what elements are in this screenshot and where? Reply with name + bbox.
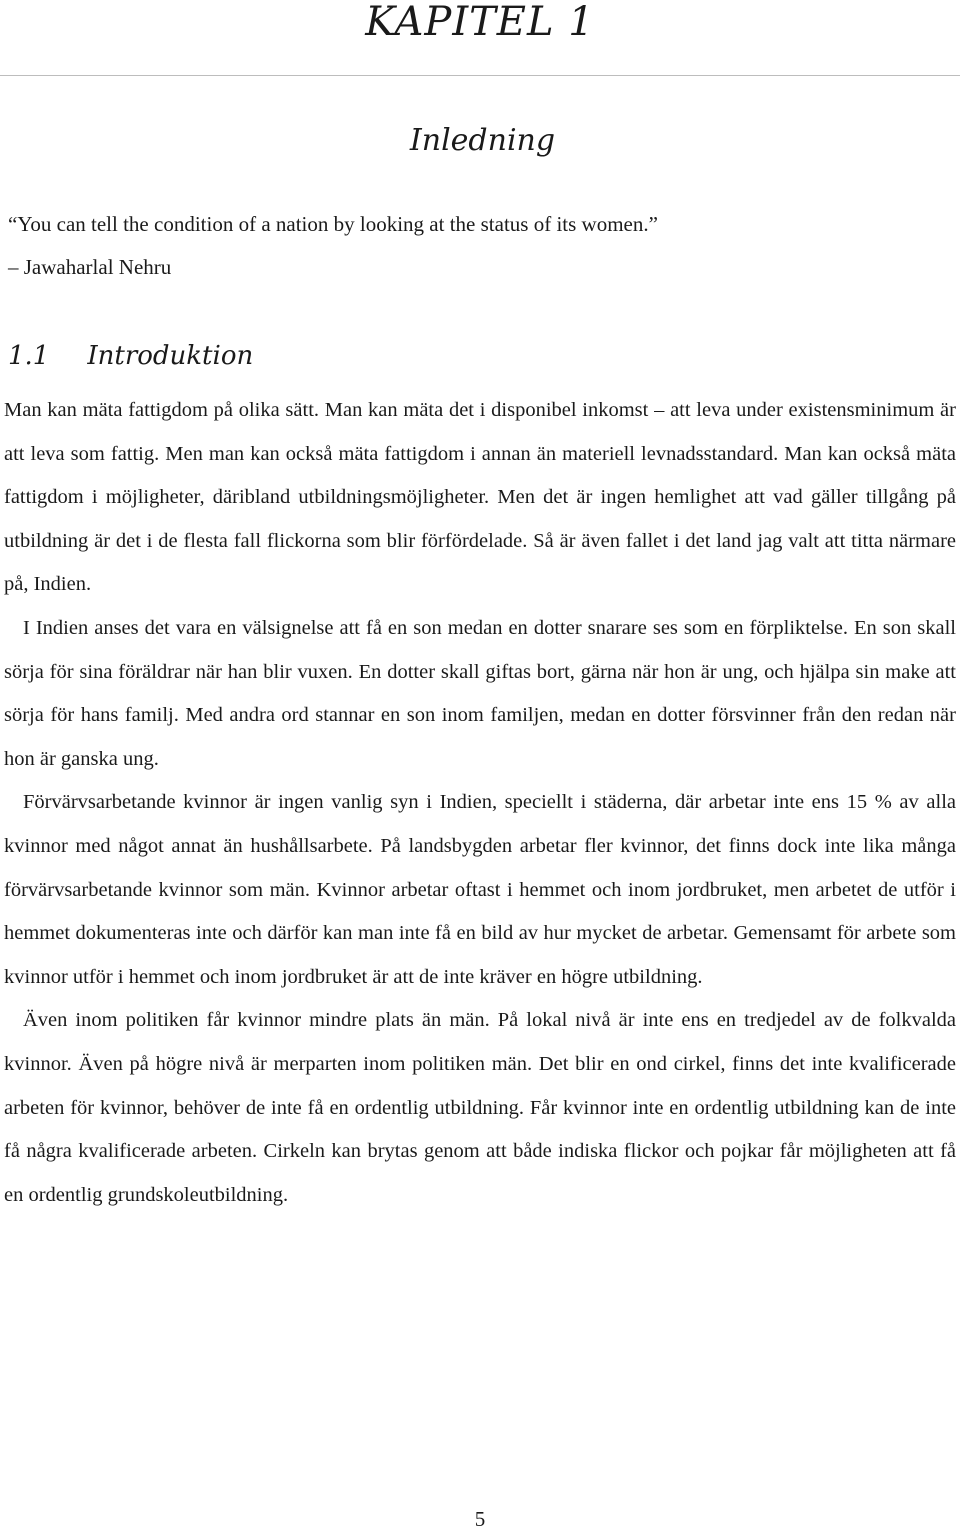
- subsection-number: 1.1: [8, 341, 50, 371]
- epigraph-attribution: – Jawaharlal Nehru: [8, 255, 172, 279]
- paragraph-3: Förvärvsarbetande kvinnor är ingen vanlig syn i Indien, speciellt i städerna, där arbetar inte ens 15 % av alla kvinnor med något annat än hushållsarbete. På landsbygden arbetar fler kvinnor, det finns dock inte lika många förvärvsarbetande kvinnor som män. Kvinnor arbetar oftast i hemmet och inom jordbruket, men arbetet de utför i hemmet dokumenteras inte och därför kan man inte få en bild av hur mycket de arbetar. Gemensamt för arbete som kvinnor utför i hemmet och inom jordbruket är att de inte kräver en högre utbildning.: [4, 791, 956, 988]
- section-title: Inledning: [409, 123, 556, 158]
- chapter-title: KAPITEL 1: [365, 0, 595, 45]
- paragraph-1: Man kan mäta fattigdom på olika sätt. Man kan mäta det i disponibel inkomst – att leva under existensminimum är att leva som fattig. Men man kan också mäta fattigdom i annan än materiell levnadsstandard. Man kan också mäta fattigdom i möjligheter, däribland utbildningsmöjligheter. Men det är ingen hemlighet att vad gäller tillgång på utbildning är det i de flesta fall flickorna som blir förfördelade. Så är även fallet i det land jag valt att titta närmare på, Indien.: [4, 399, 956, 596]
- subsection-title: Introduktion: [87, 341, 254, 371]
- paragraph-2: I Indien anses det vara en välsignelse att få en son medan en dotter snarare ses som en förpliktelse. En son skall sörja för sina föräldrar när han blir vuxen. En dotter skall giftas bort, gärna när hon är ung, och hjälpa sin make att sörja för hans familj. Med andra ord stannar en son inom familjen, medan en dotter försvinner från den redan när hon är ganska ung.: [4, 616, 956, 770]
- subsection-heading: [8, 334, 253, 378]
- header-divider: [0, 75, 960, 76]
- body-text: [4, 389, 956, 1217]
- paragraph-4: Även inom politiken får kvinnor mindre plats än män. På lokal nivå är inte ens en tredjedel av de folkvalda kvinnor. Även på högre nivå är merparten inom politiken män. Det blir en ond cirkel, finns det inte kvalificerade arbeten för kvinnor, behöver de inte få en ordentlig utbildning. Får kvinnor inte en ordentlig utbildning kan de inte få några kvalificerade arbeten. Cirkeln kan brytas genom att både indiska flickor och pojkar får möjligheten att få en ordentlig grundskoleutbildning.: [4, 1009, 956, 1206]
- page-number: 5: [474, 1507, 486, 1531]
- epigraph-quote: “You can tell the condition of a nation by looking at the status of its women.”: [8, 212, 658, 236]
